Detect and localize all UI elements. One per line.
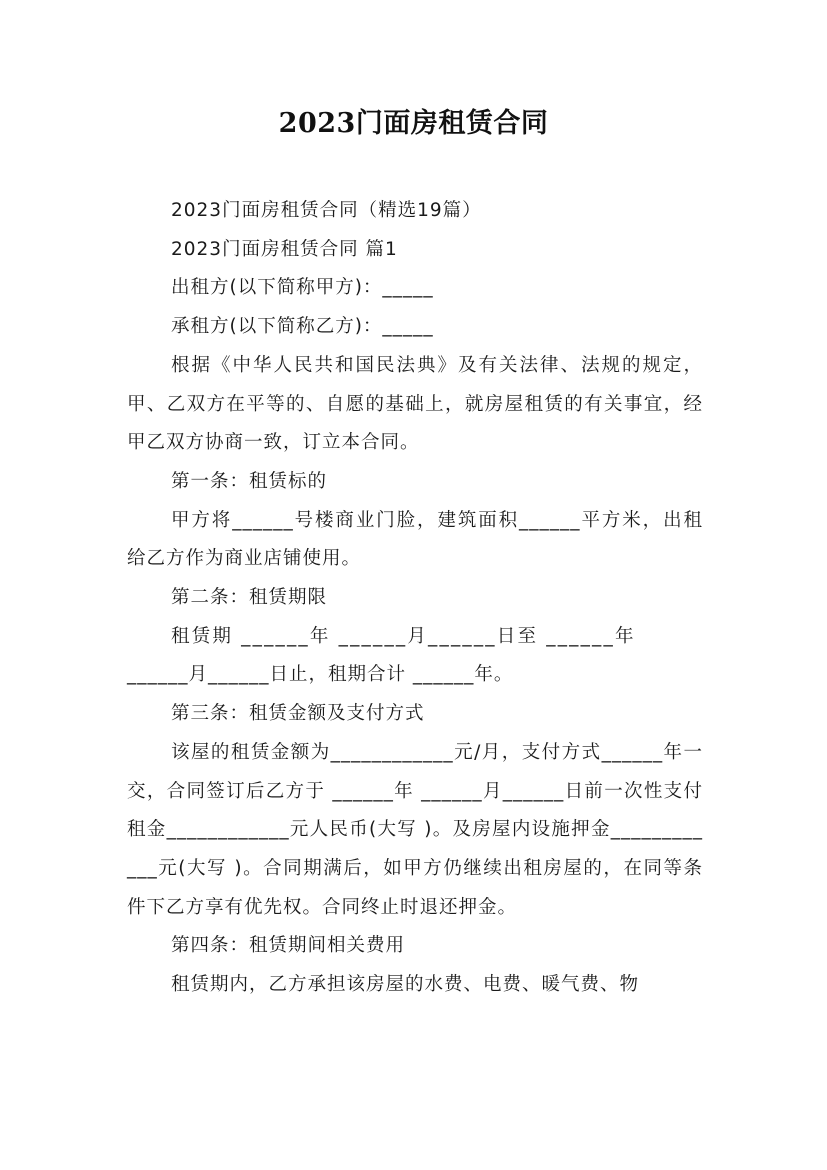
document-body (127, 192, 703, 1005)
lessee-line: 承租方(以下简称乙方)：_____ (171, 316, 434, 338)
article-1-body: 甲方将______号楼商业门脸，建筑面积______平方米，出租给乙方作为商业店铺使用。 (127, 509, 703, 570)
article-2-body (127, 618, 703, 695)
lessor-line: 出租方(以下简称甲方)：_____ (171, 277, 434, 299)
article-2-line-2: ______月______日止，租期合计 ______年。 (127, 664, 514, 686)
article-3-title: 第三条：租赁金额及支付方式 (171, 703, 425, 725)
part-heading: 2023门面房租赁合同 篇1 (171, 238, 398, 260)
article-1-title: 第一条：租赁标的 (171, 470, 328, 492)
preamble-paragraph: 根据《中华人民共和国民法典》及有关法律、法规的规定，甲、乙双方在平等的、自愿的基础上，就房屋租赁的有关事宜，经甲乙双方协商一致，订立本合同。 (127, 354, 703, 454)
collection-heading: 2023门面房租赁合同（精选19篇） (171, 200, 482, 221)
document-title: 2023门面房租赁合同 (278, 108, 549, 139)
article-2-title: 第二条：租赁期限 (171, 587, 328, 609)
article-4-body: 租赁期内，乙方承担该房屋的水费、电费、暖气费、物 (171, 974, 640, 996)
article-2-line-1: 租赁期 ______年 ______月______日至 ______年 (171, 625, 636, 647)
article-3-body: 该屋的租赁金额为____________元/月，支付方式______年一交，合同签订后乙方于 ______年 ______月______日前一次性支付租金____________元人民币(大写 )。及房屋内设施押金____________元(大写 )。合同期满后，如甲方仍继续出租房屋的，在同等条件下乙方享有优先权。合同终止时退还押金。 (127, 741, 703, 918)
article-4-title: 第四条：租赁期间相关费用 (171, 935, 406, 957)
